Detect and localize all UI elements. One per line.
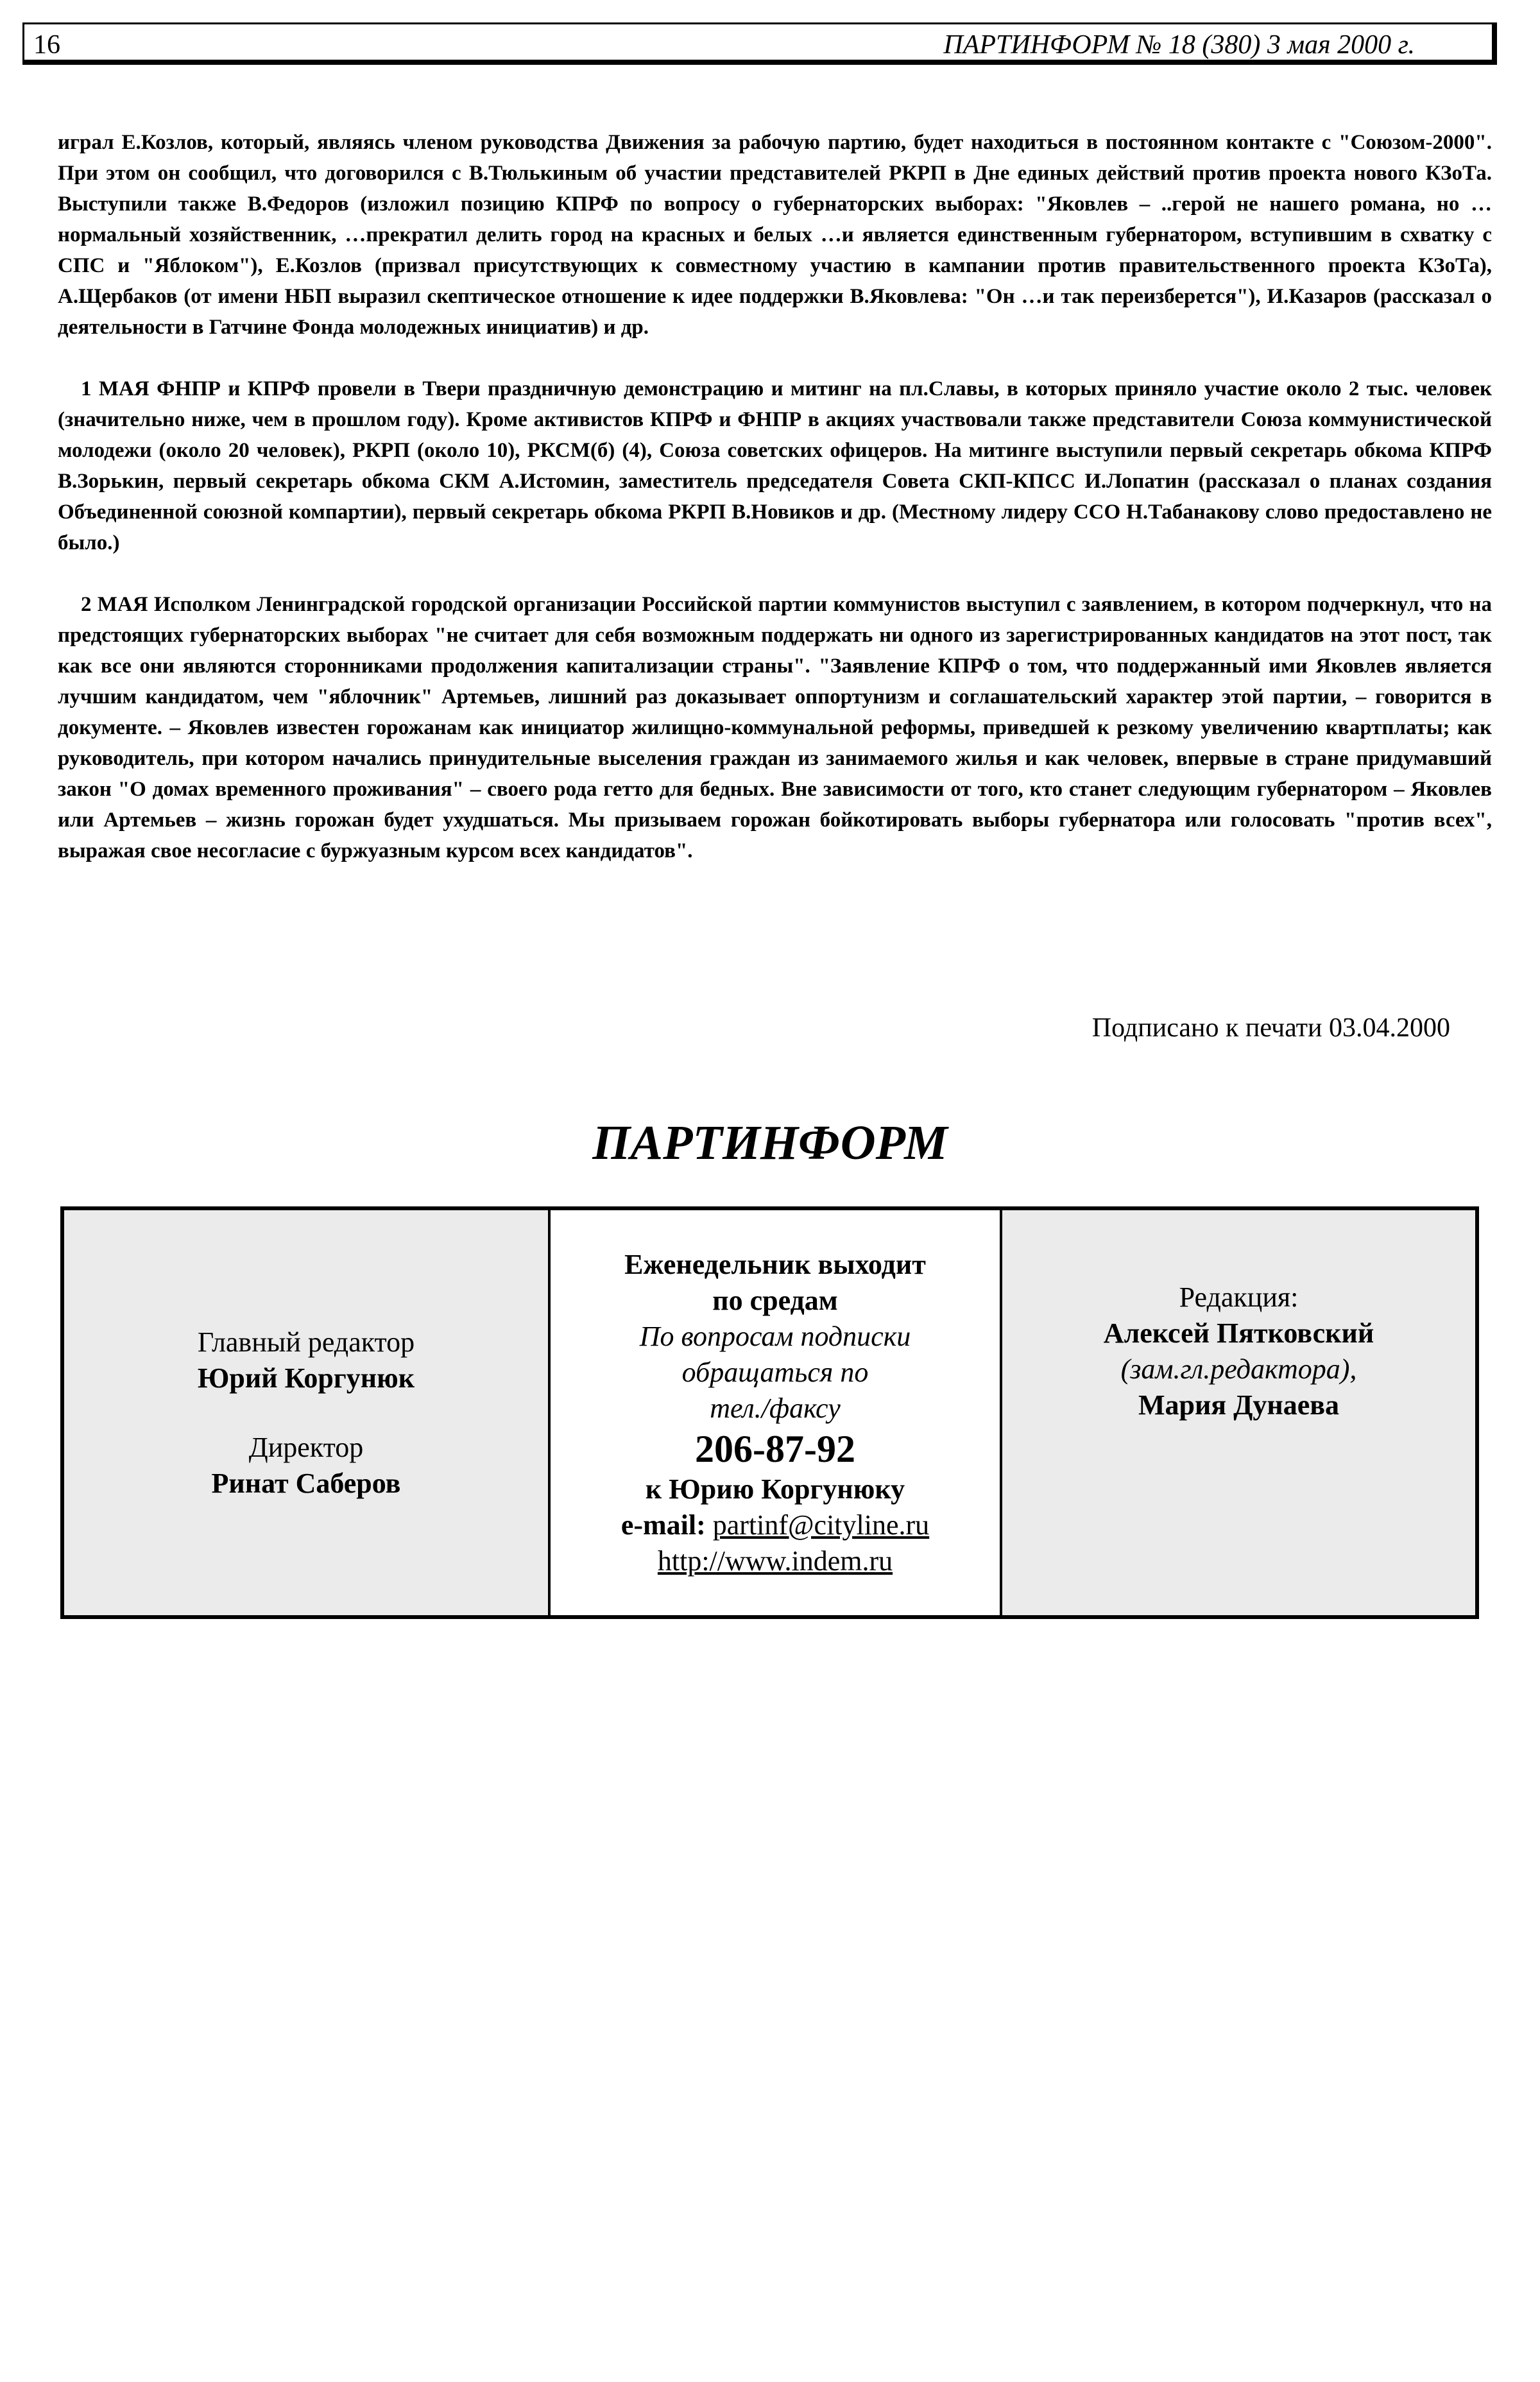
- editor-label: Главный редактор: [197, 1326, 415, 1358]
- paragraph: 1 МАЯ ФНПР и КПРФ провели в Твери праздничную демонстрацию и митинг на пл.Славы, в которых приняло участие около 2 тыс. человек (значительно ниже, чем в прошлом году). Кроме активистов КПРФ и ФНПР в акциях участвовали также представители Союза коммунистической молодежи (около 20 человек), РКРП (около 10), РКСМ(б) (4), Союза советских офицеров. На митинге выступили первый секретарь обкома КПРФ В.Зорькин, первый секретарь обкома СКМ А.Истомин, заместитель председателя Совета СКП-КПСС И.Лопатин (рассказал о планах создания Объединенной союзной компартии), первый секретарь обкома РКРП В.Новиков и др. (Местному лидеру ССО Н.Табанакову слово предоставлено не было.): [58, 377, 1492, 554]
- email-link[interactable]: partinf@cityline.ru: [712, 1509, 930, 1541]
- weekly-note: Еженедельник выходит: [624, 1248, 926, 1280]
- email-label: e-mail:: [620, 1509, 706, 1541]
- contact-person: к Юрию Коргунюку: [645, 1473, 905, 1505]
- subscription-note-3: тел./факсу: [710, 1392, 841, 1424]
- editorial-label: Редакция:: [1179, 1281, 1299, 1313]
- issue-title: ПАРТИНФОРМ № 18 (380) 3 мая 2000 г.: [943, 30, 1415, 60]
- director-name: Ринат Саберов: [211, 1467, 401, 1499]
- editor-staff-name: Мария Дунаева: [1138, 1389, 1340, 1421]
- masthead-left: [64, 1210, 551, 1615]
- masthead-right: [1002, 1210, 1475, 1615]
- phone-number: 206-87-92: [695, 1427, 855, 1470]
- masthead-middle: [551, 1210, 1002, 1615]
- subscription-note: По вопросам подписки: [639, 1320, 911, 1352]
- weekly-note-2: по средам: [712, 1284, 838, 1316]
- page-header: [22, 22, 1497, 65]
- signed-to-print: Подписано к печати 03.04.2000: [1091, 1013, 1450, 1043]
- website-link[interactable]: http://www.indem.ru: [657, 1545, 893, 1577]
- masthead-box: [60, 1206, 1479, 1619]
- page-number: 16: [33, 30, 60, 60]
- deputy-editor-role: (зам.гл.редактора),: [1120, 1353, 1357, 1385]
- paragraph: играл Е.Козлов, который, являясь членом руководства Движения за рабочую партию, будет находиться в постоянном контакте с "Союзом-2000". При этом он сообщил, что договорился с В.Тюлькиным об участии представителей РКРП в Дне единых действий против проекта нового КЗоТа. Выступили также В.Федоров (изложил позицию КПРФ по вопросу о губернаторских выборах: "Яковлев – ..герой не нашего романа, но …нормальный хозяйственник, …прекратил делить город на красных и белых …и является единственным губернатором, вступившим в схватку с СПС и "Яблоком"), Е.Козлов (призвал присутствующих к совместному участию в кампании против правительственного проекта КЗоТа), А.Щербаков (от имени НБП выразил скептическое отношение к идее поддержки В.Яковлева: "Он …и так переизберется"), И.Казаров (рассказал о деятельности в Гатчине Фонда молодежных инициатив) и др.: [58, 131, 1492, 339]
- editor-name: Юрий Коргунюк: [197, 1362, 415, 1394]
- deputy-editor-name: Алексей Пятковский: [1103, 1317, 1374, 1349]
- masthead-title: ПАРТИНФОРМ: [592, 1116, 948, 1170]
- paragraph: 2 МАЯ Исполком Ленинградской городской организации Российской партии коммунистов выступил с заявлением, в котором подчеркнул, что на предстоящих губернаторских выборах "не считает для себя возможным поддержать ни одного из зарегистрированных кандидатов на этот пост, так как все они являются сторонниками продолжения капитализации страны". "Заявление КПРФ о том, что поддержанный ими Яковлев является лучшим кандидатом, чем "яблочник" Артемьев, лишний раз доказывает оппортунизм и соглашательский характер этой партии, – говорится в документе. – Яковлев известен горожанам как инициатор жилищно-коммунальной реформы, приведшей к резкому увеличению квартплаты; как руководитель, при котором начались принудительные выселения граждан из занимаемого жилья и как человек, впервые в стране придумавший закон "О домах временного проживания" – своего рода гетто для бедных. Вне зависимости от того, кто станет следующим губернатором – Яковлев или Артемьев – жизнь горожан будет ухудшаться. Мы призываем горожан бойкотировать выборы губернатора или голосовать "против всех", выражая свое несогласие с буржуазным курсом всех кандидатов".: [58, 593, 1492, 862]
- director-label: Директор: [248, 1431, 364, 1463]
- subscription-note-2: обращаться по: [681, 1356, 869, 1388]
- article-body: [58, 127, 1492, 897]
